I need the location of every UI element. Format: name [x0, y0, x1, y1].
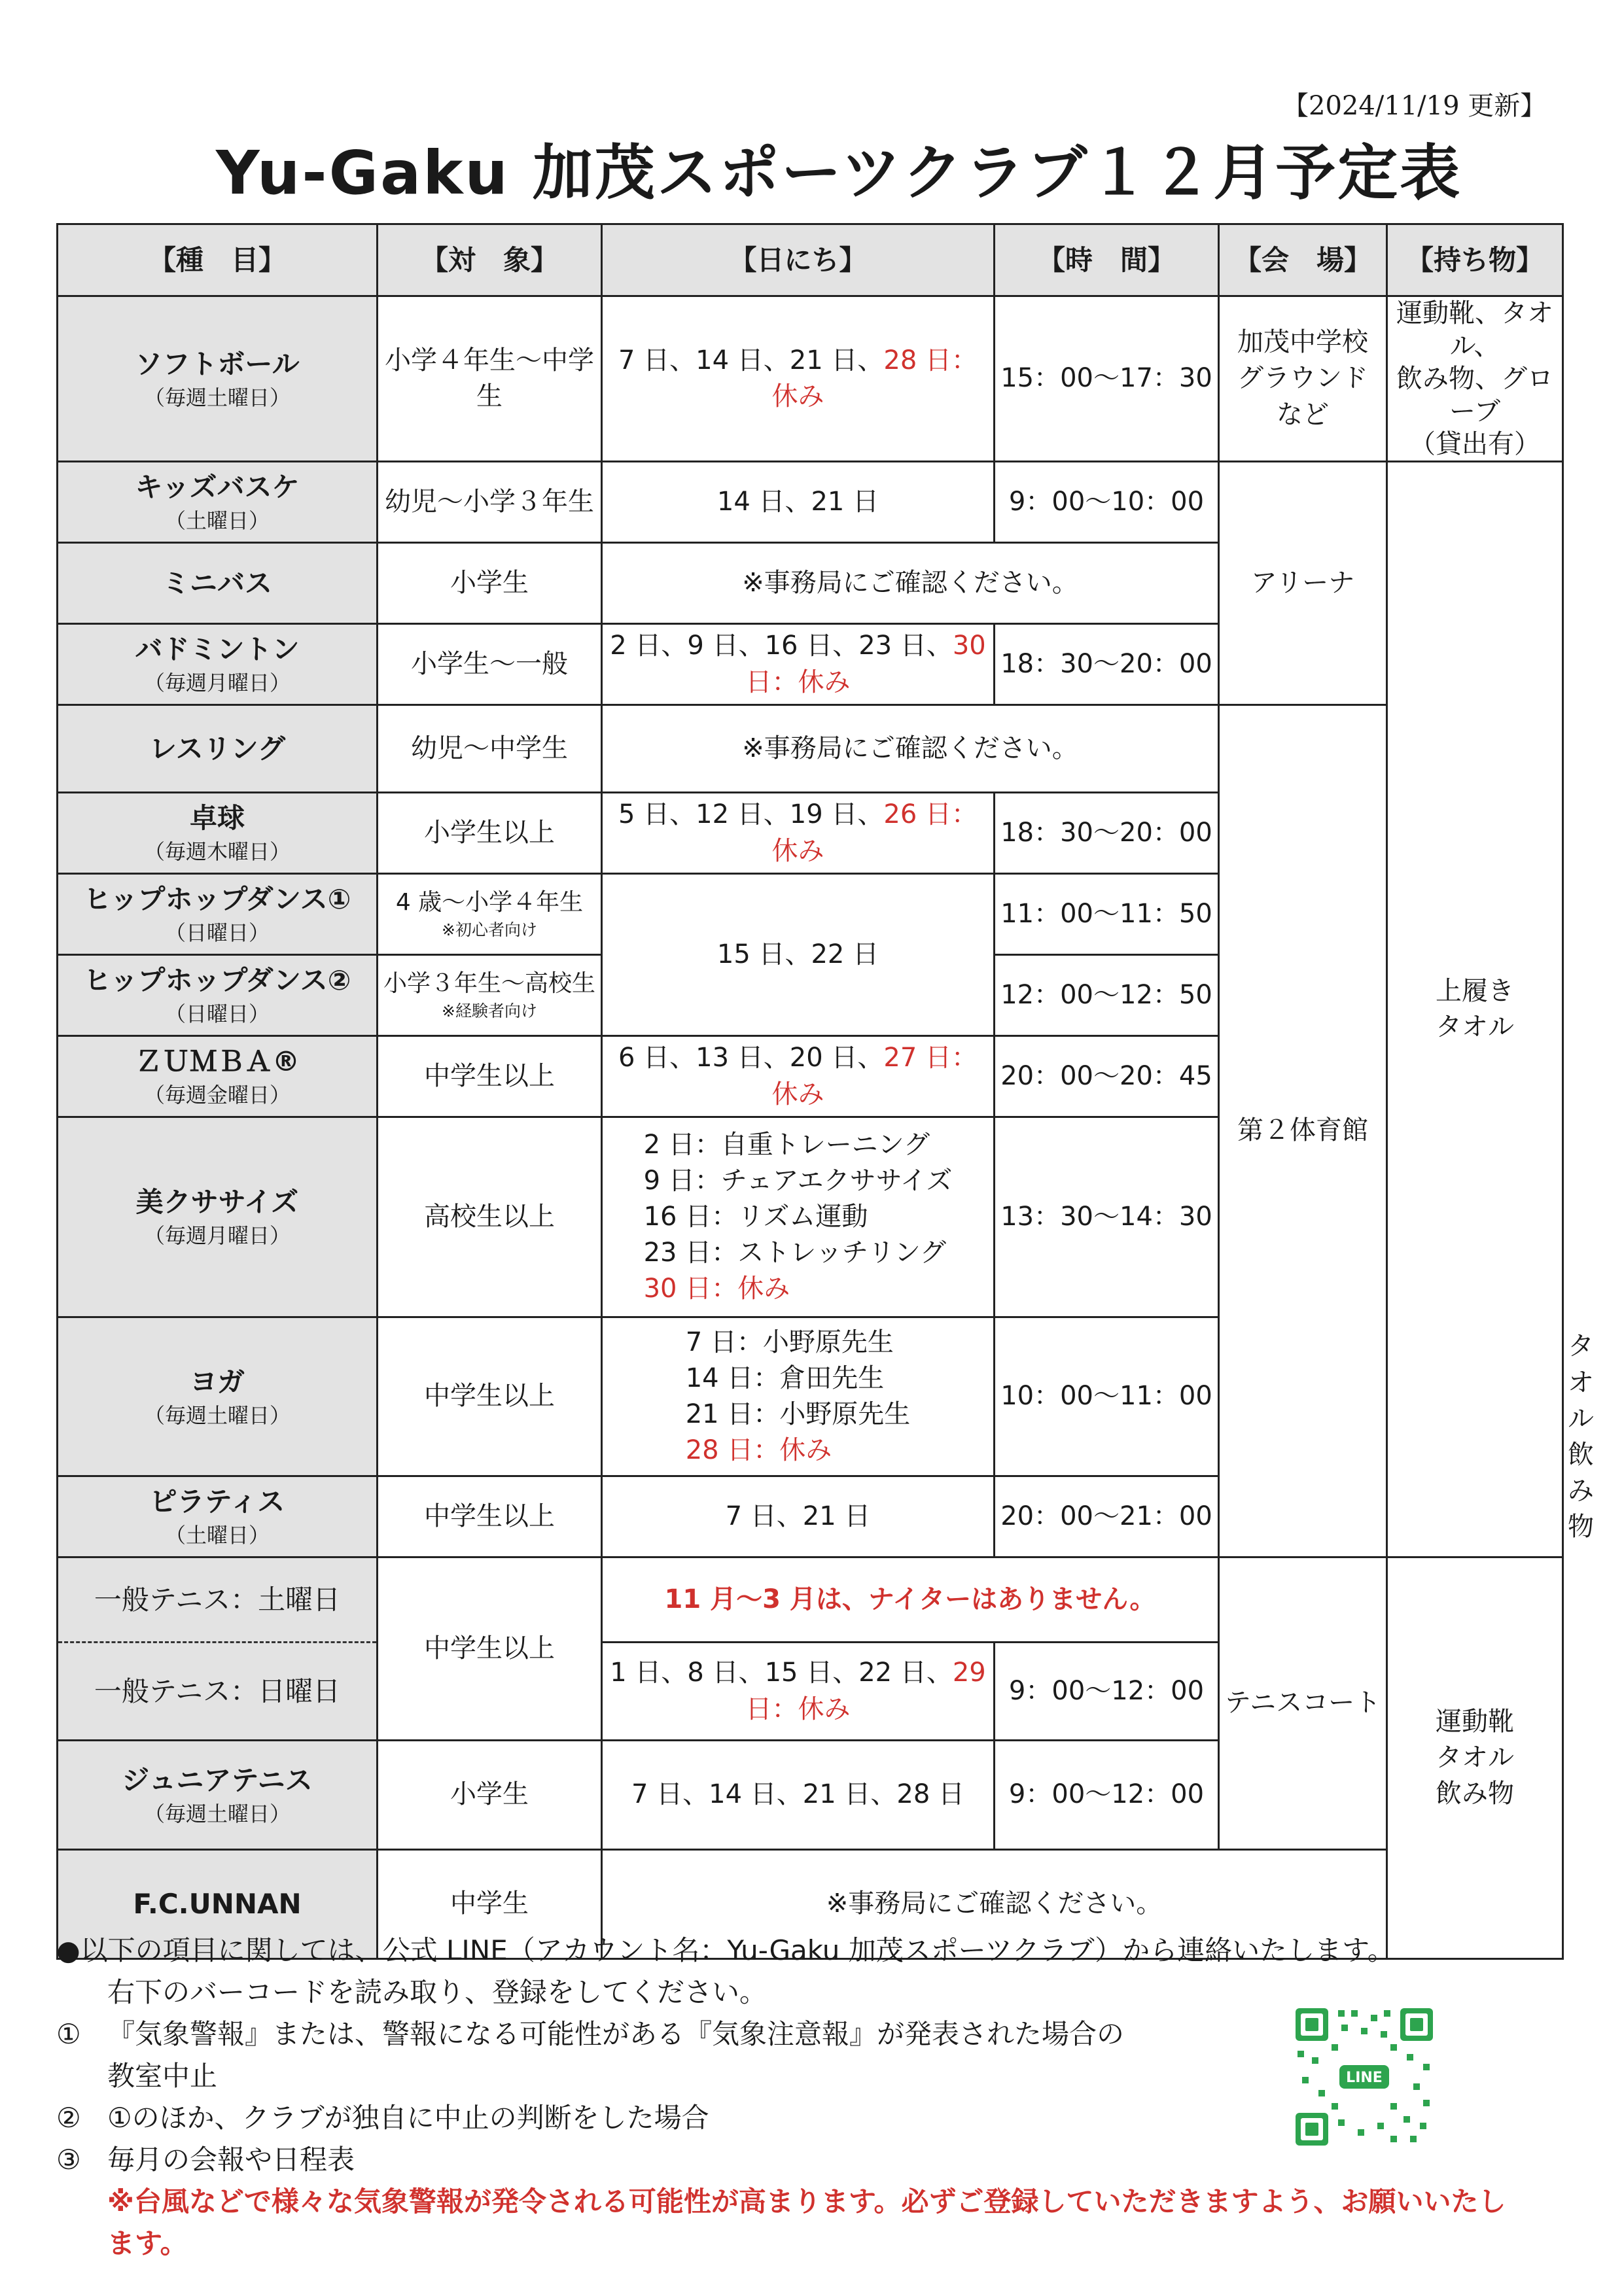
- table-row: [58, 296, 1563, 462]
- notes-intro-2: 右下のバーコードを読み取り、登録をしてください。: [107, 1976, 768, 2008]
- note-number: ③: [56, 2144, 81, 2176]
- target-cell: 小学生以上: [378, 793, 602, 874]
- event-day: （日曜日）: [164, 920, 270, 946]
- event-name: 一般テニス：土曜日: [94, 1583, 341, 1616]
- venue-gym2: 第２体育館: [1219, 705, 1387, 1557]
- header-venue: 【会 場】: [1219, 224, 1387, 296]
- time-cell: 10：00～11：00: [995, 1317, 1219, 1476]
- note-1-cont: 教室中止: [107, 2060, 218, 2092]
- target-cell: 幼児～小学３年生: [378, 462, 602, 543]
- belongings-tennis: 運動靴 タオル 飲み物: [1387, 1557, 1563, 1959]
- line-qr-code[interactable]: [1292, 2005, 1436, 2149]
- target-cell: 中学生以上: [378, 1476, 602, 1557]
- header-belongings: 【持ち物】: [1387, 224, 1563, 296]
- target-text: 4 歳～小学４年生: [395, 889, 584, 916]
- event-name: ヨガ: [189, 1365, 245, 1398]
- dates-text: 5 日、12 日、19 日、: [618, 799, 884, 830]
- table-row: [58, 462, 1563, 543]
- target-cell: 小学生: [378, 543, 602, 624]
- time-cell: 9：00～12：00: [995, 1643, 1219, 1741]
- dates-cell: ※事務局にご確認ください。: [602, 543, 1219, 624]
- venue-arena: アリーナ: [1219, 462, 1387, 705]
- time-cell: 20：00～21：00: [995, 1476, 1219, 1557]
- tennis-notice: 11 月～3 月は、ナイターはありません。: [602, 1557, 1219, 1643]
- time-cell: 12：00～12：50: [995, 955, 1219, 1036]
- event-day: （毎週土曜日）: [143, 1801, 291, 1826]
- header-target: 【対 象】: [378, 224, 602, 296]
- time-cell: 9：00～10：00: [995, 462, 1219, 543]
- time-cell: 15：00～17：30: [995, 296, 1219, 462]
- dates-text: 2 日、9 日、16 日、23 日、: [610, 631, 953, 661]
- time-cell: 13：30～14：30: [995, 1117, 1219, 1317]
- note-number: ②: [56, 2102, 81, 2134]
- target-cell: 中学生以上: [378, 1557, 602, 1741]
- teacher-list: [686, 1325, 911, 1469]
- dates-cell: ※事務局にご確認ください。: [602, 705, 1219, 793]
- dates-off: 26 日：休み: [771, 799, 978, 866]
- event-name: キッズバスケ: [135, 471, 300, 504]
- list-item: 23 日：ストレッチリング: [643, 1238, 947, 1268]
- program-list: [644, 1127, 953, 1308]
- list-item-off: 28 日：休み: [685, 1435, 832, 1466]
- dates-cell: 7 日、14 日、21 日、28 日: [602, 1741, 995, 1850]
- list-item: 14 日：倉田先生: [685, 1363, 885, 1393]
- dates-cell: 7 日、21 日: [602, 1476, 995, 1557]
- belongings-cell: 運動靴、タオル、 飲み物、グローブ （貸出有）: [1387, 296, 1563, 462]
- target-cell: 幼児～中学生: [378, 705, 602, 793]
- note-2: ①のほか、クラブが独自に中止の判断をした場合: [107, 2102, 709, 2134]
- event-day: （日曜日）: [164, 1001, 270, 1027]
- event-day: （土曜日）: [164, 508, 270, 534]
- event-name: ヒップホップダンス①: [83, 883, 351, 916]
- notes-section: [56, 1930, 1506, 2265]
- venue-tennis: テニスコート: [1219, 1557, 1387, 1850]
- dates-off: 28 日：休み: [771, 345, 978, 411]
- table-row: [58, 705, 1563, 793]
- list-item: 9 日：チェアエクササイズ: [643, 1165, 953, 1196]
- time-cell: 11：00～11：50: [995, 874, 1219, 955]
- schedule-table: [56, 223, 1594, 1960]
- event-day: （毎週月曜日）: [143, 670, 291, 696]
- dates-off: 29 日：休み: [745, 1658, 986, 1724]
- belongings-gym: 上履き タオル: [1387, 462, 1563, 1557]
- table-row: ヨガ （毎週土曜日） 中学生以上 7 日：小野原先生 14 日：倉田先生 21 日：小野原先生 28 日：休み 10：00～11：00 タオル 飲み物: [58, 1317, 1563, 1476]
- time-cell: 18：30～20：00: [995, 793, 1219, 874]
- event-day: （毎週木曜日）: [143, 839, 291, 865]
- header-time: 【時 間】: [995, 224, 1219, 296]
- table-header-row: [58, 224, 1563, 296]
- note-3: 毎月の会報や日程表: [107, 2144, 355, 2176]
- list-item-off: 30 日：休み: [643, 1274, 790, 1304]
- event-name: ミニバス: [162, 566, 272, 599]
- time-cell: 20：00～20：45: [995, 1036, 1219, 1117]
- target-cell: 小学生: [378, 1741, 602, 1850]
- warning-text: ※台風などで様々な気象警報が発令される可能性が高まります。必ずご登録していただきますよう、お願いいたします。: [107, 2185, 1506, 2259]
- note-1: 『気象警報』または、警報になる可能性がある『気象注意報』が発表された場合の: [107, 2018, 1125, 2050]
- target-cell: 中学生以上: [378, 1036, 602, 1117]
- event-name: ソフトボール: [135, 347, 300, 380]
- dates-cell: 15 日、22 日: [602, 874, 995, 1036]
- updated-date: 【2024/11/19 更新】: [1282, 91, 1547, 121]
- event-name: ジュニアテニス: [122, 1764, 313, 1796]
- page-title: Yu-Gaku 加茂スポーツクラブ１２月予定表: [216, 138, 1462, 208]
- event-name: 美クササイズ: [135, 1186, 299, 1219]
- note-number: ①: [56, 2018, 81, 2050]
- event-name: レスリング: [149, 732, 285, 765]
- event-name: ＺＵＭＢＡ®: [134, 1045, 300, 1078]
- dates-off: 27 日：休み: [771, 1043, 978, 1109]
- list-item: 21 日：小野原先生: [685, 1399, 911, 1429]
- target-cell: 中学生以上: [378, 1317, 602, 1476]
- header-dates: 【日にち】: [602, 224, 995, 296]
- dates-cell: ※事務局にご確認ください。: [602, 1850, 1387, 1959]
- qr-line-label: LINE: [1346, 2070, 1383, 2086]
- header-event: 【種 目】: [58, 224, 378, 296]
- event-day: （土曜日）: [164, 1523, 270, 1548]
- dates-text: 1 日、8 日、15 日、22 日、: [610, 1658, 953, 1688]
- target-cell: 中学生: [378, 1850, 602, 1959]
- list-item: 16 日：リズム運動: [643, 1201, 868, 1232]
- dates-text: 7 日、14 日、21 日、: [618, 345, 884, 375]
- event-name: F.C.UNNAN: [133, 1888, 302, 1921]
- venue-cell: 加茂中学校 グラウンド など: [1219, 296, 1387, 462]
- dates-off: 30 日：休み: [745, 631, 986, 697]
- notes-intro: ●以下の項目に関しては、公式 LINE（アカウント名：Yu-Gaku 加茂スポーツクラブ）から連絡いたします。: [56, 1934, 1395, 1966]
- event-day: （毎週月曜日）: [143, 1223, 291, 1249]
- event-name: 一般テニス：日曜日: [94, 1675, 341, 1707]
- target-note: ※経験者向け: [442, 1001, 537, 1021]
- event-name: ヒップホップダンス②: [83, 964, 351, 997]
- list-item: 7 日：小野原先生: [685, 1327, 894, 1357]
- event-name: 卓球: [189, 802, 245, 835]
- target-text: 小学３年生～高校生: [383, 970, 595, 998]
- list-item: 2 日：自重トレーニング: [643, 1129, 930, 1160]
- event-day: （毎週土曜日）: [143, 385, 291, 410]
- event-name: バドミントン: [135, 633, 300, 666]
- time-cell: 18：30～20：00: [995, 624, 1219, 705]
- table-row: [58, 1557, 1563, 1643]
- time-cell: 9：00～12：00: [995, 1741, 1219, 1850]
- target-note: ※初心者向け: [442, 920, 537, 940]
- event-name: ピラティス: [149, 1486, 285, 1518]
- target-cell: 小学生～一般: [378, 624, 602, 705]
- dates-text: 6 日、13 日、20 日、: [618, 1043, 884, 1073]
- event-day: （毎週金曜日）: [143, 1083, 291, 1108]
- dates-cell: 14 日、21 日: [602, 462, 995, 543]
- target-cell: 高校生以上: [378, 1117, 602, 1317]
- target-cell: 小学４年生～中学生: [378, 296, 602, 462]
- event-day: （毎週土曜日）: [143, 1402, 291, 1428]
